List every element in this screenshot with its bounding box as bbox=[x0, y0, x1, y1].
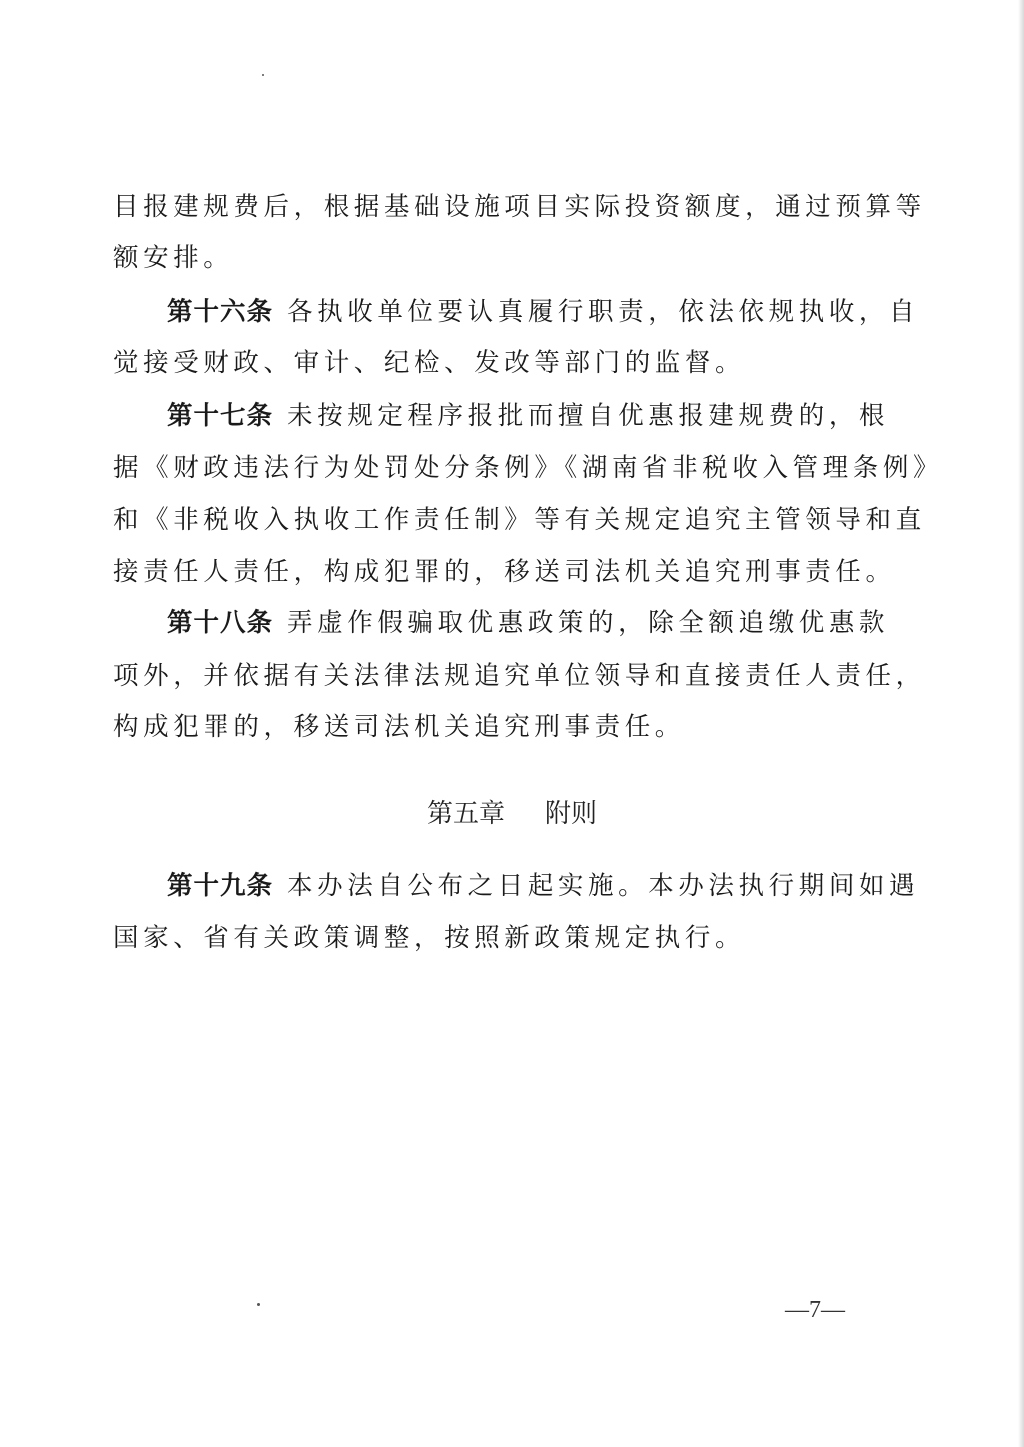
body-text-line: 觉接受财政、审计、纪检、发改等部门的监督。 bbox=[113, 348, 746, 378]
body-text-line: 项外，并依据有关法律法规追究单位领导和直接责任人责任， bbox=[113, 661, 926, 691]
article-number: 第十八条 bbox=[167, 608, 274, 638]
scan-edge-shadow bbox=[1018, 0, 1024, 1447]
article-number: 第十九条 bbox=[167, 871, 274, 901]
body-text-line: 国家、省有关政策调整，按照新政策规定执行。 bbox=[113, 923, 746, 953]
page-number: —7— bbox=[785, 1297, 845, 1323]
body-text-line: 目报建规费后，根据基础设施项目实际投资额度，通过预算等 bbox=[113, 192, 926, 222]
scan-speck bbox=[257, 1303, 260, 1306]
chapter-heading bbox=[0, 798, 1024, 830]
body-text-line: 构成犯罪的，移送司法机关追究刑事责任。 bbox=[113, 712, 685, 742]
scan-speck bbox=[262, 74, 264, 76]
body-text-line: 据《财政违法行为处罚处分条例》《湖南省非税收入管理条例》 bbox=[113, 453, 944, 483]
body-text-line: 接责任人责任，构成犯罪的，移送司法机关追究刑事责任。 bbox=[113, 557, 896, 587]
body-text-line: 额安排。 bbox=[113, 243, 234, 273]
article-17-line bbox=[167, 401, 890, 431]
article-16-line bbox=[167, 297, 920, 327]
chapter-number: 第五章 bbox=[426, 799, 505, 829]
article-18-line bbox=[167, 608, 890, 638]
article-text: 各执收单位要认真履行职责，依法依规执收，自 bbox=[287, 297, 920, 327]
article-number: 第十七条 bbox=[167, 401, 274, 431]
article-text: 未按规定程序报批而擅自优惠报建规费的，根 bbox=[287, 401, 890, 431]
article-number: 第十六条 bbox=[167, 297, 274, 327]
article-text: 弄虚作假骗取优惠政策的，除全额追缴优惠款 bbox=[287, 608, 890, 638]
article-19-line bbox=[167, 871, 920, 901]
article-text: 本办法自公布之日起实施。本办法执行期间如遇 bbox=[287, 871, 920, 901]
body-text-line: 和《非税收入执收工作责任制》等有关规定追究主管领导和直 bbox=[113, 505, 926, 535]
chapter-title: 附则 bbox=[545, 799, 598, 829]
